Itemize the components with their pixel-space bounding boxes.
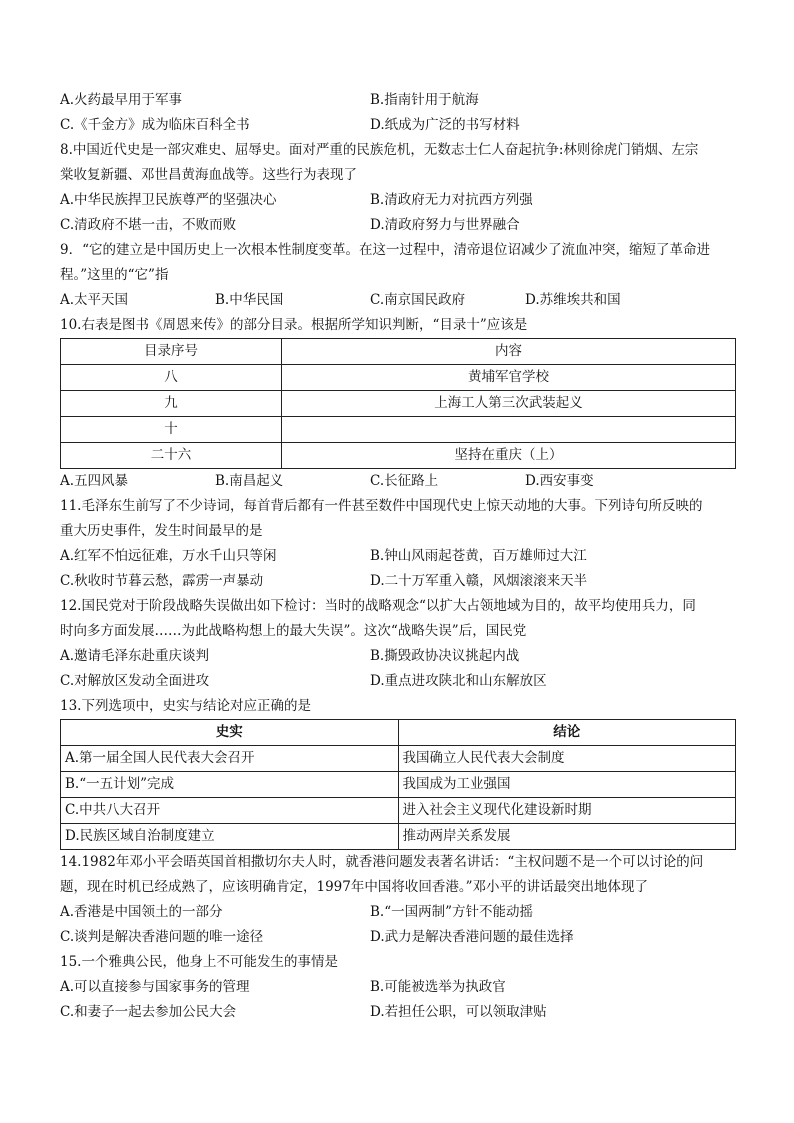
q13-cell-conclusion: 进入社会主义现代化建设新时期 — [398, 798, 736, 824]
q7-options-row-1 — [60, 88, 736, 113]
q8-option-a[interactable]: A.中华民族捍卫民族尊严的坚强决心 — [60, 192, 277, 208]
q9-stem-line-2: 程。”这里的“它”指 — [60, 267, 169, 283]
q13-table — [60, 719, 736, 850]
q13-cell-conclusion: 推动两岸关系发展 — [398, 824, 736, 850]
q10-table — [60, 338, 736, 469]
q7-option-b[interactable]: B.指南针用于航海 — [370, 92, 479, 108]
table-row — [61, 443, 736, 469]
table-row[interactable] — [61, 772, 736, 798]
q11-option-b[interactable]: B.钟山风雨起苍黄，百万雄师过大江 — [370, 548, 587, 564]
q10-header-content: 内容 — [282, 339, 736, 365]
q9-options-row — [60, 288, 736, 313]
q7-option-c[interactable]: C.《千金方》成为临床百科全书 — [60, 117, 250, 133]
q10-option-a[interactable]: A.五四风暴 — [60, 473, 129, 489]
q14-stem-line-2: 题，现在时机已经成熟了，应该明确肯定，1997年中国将收回香港。”邓小平的讲话最突出地体现了 — [60, 879, 649, 895]
q11-option-a[interactable]: A.红军不怕远征难，万水千山只等闲 — [60, 548, 277, 564]
q8-option-c[interactable]: C.清政府不堪一击，不败而败 — [60, 217, 237, 233]
q12-options-row-2 — [60, 669, 736, 694]
q15-stem: 15.一个雅典公民，他身上不可能发生的事情是 — [60, 954, 338, 970]
q13-cell-conclusion: 我国确立人民代表大会制度 — [398, 746, 736, 772]
q15-option-a[interactable]: A.可以直接参与国家事务的管理 — [60, 979, 250, 995]
q10-header-index: 目录序号 — [61, 339, 282, 365]
q10-option-d[interactable]: D.西安事变 — [525, 473, 594, 489]
q12-options-row-1 — [60, 644, 736, 669]
q10-options-row — [60, 469, 736, 494]
q11-option-d[interactable]: D.二十万军重入赣，风烟滚滚来天半 — [370, 573, 588, 589]
q7-option-d[interactable]: D.纸成为广泛的书写材料 — [370, 117, 520, 133]
q10-cell-index: 九 — [61, 391, 282, 417]
table-row — [61, 365, 736, 391]
q11-stem-line-2: 重大历史事件，发生时间最早的是 — [60, 523, 263, 539]
q9-option-a[interactable]: A.太平天国 — [60, 292, 129, 308]
q13-cell-fact: A.第一届全国人民代表大会召开 — [61, 746, 399, 772]
table-row — [61, 391, 736, 417]
q14-option-a[interactable]: A.香港是中国领土的一部分 — [60, 904, 223, 920]
q9-option-d[interactable]: D.苏维埃共和国 — [525, 292, 621, 308]
q10-cell-content: 上海工人第三次武装起义 — [282, 391, 736, 417]
q10-cell-content — [282, 417, 736, 443]
q15-option-d[interactable]: D.若担任公职，可以领取津贴 — [370, 1004, 547, 1020]
table-row[interactable] — [61, 798, 736, 824]
q9-option-c[interactable]: C.南京国民政府 — [370, 292, 466, 308]
q11-option-c[interactable]: C.秋收时节暮云愁，霹雳一声暴动 — [60, 573, 264, 589]
q10-cell-index: 八 — [61, 365, 282, 391]
q13-header-fact: 史实 — [61, 720, 399, 746]
q10-cell-index: 二十六 — [61, 443, 282, 469]
q14-option-b[interactable]: B.“一国两制”方针不能动摇 — [370, 904, 534, 920]
q10-stem: 10.右表是图书《周恩来传》的部分目录。根据所学知识判断，“目录十”应该是 — [60, 317, 528, 333]
q15-option-b[interactable]: B.可能被选举为执政官 — [370, 979, 506, 995]
q15-options-row-2 — [60, 1000, 736, 1025]
q11-options-row-2 — [60, 569, 736, 594]
q8-options-row-1 — [60, 188, 736, 213]
q13-cell-fact: B.“一五计划”完成 — [61, 772, 399, 798]
table-row — [61, 417, 736, 443]
exam-page — [60, 88, 736, 1025]
q8-options-row-2 — [60, 213, 736, 238]
q13-header-conclusion: 结论 — [398, 720, 736, 746]
q14-option-c[interactable]: C.谈判是解决香港问题的唯一途径 — [60, 929, 264, 945]
q10-cell-content: 坚持在重庆（上） — [282, 443, 736, 469]
q12-stem-line-2: 时向多方面发展……为此战略构想上的最大失误”。这次“战略失误”后，国民党 — [60, 623, 527, 639]
table-row[interactable] — [61, 746, 736, 772]
q10-option-b[interactable]: B.南昌起义 — [215, 473, 284, 489]
q10-cell-content: 黄埔军官学校 — [282, 365, 736, 391]
q12-option-d[interactable]: D.重点进攻陕北和山东解放区 — [370, 673, 547, 689]
q13-cell-fact: D.民族区域自治制度建立 — [61, 824, 399, 850]
q7-option-a[interactable]: A.火药最早用于军事 — [60, 92, 183, 108]
q10-cell-index: 十 — [61, 417, 282, 443]
q14-stem-line-1: 14.1982年邓小平会晤英国首相撒切尔夫人时，就香港问题发表著名讲话：“主权问题不是一个可以讨论的问 — [60, 854, 704, 870]
q14-option-d[interactable]: D.武力是解决香港问题的最佳选择 — [370, 929, 574, 945]
q12-stem-line-1: 12.国民党对于阶段战略失误做出如下检讨：当时的战略观念“以扩大占领地域为目的，故平均使用兵力，同 — [60, 598, 696, 614]
q8-option-d[interactable]: D.清政府努力与世界融合 — [370, 217, 520, 233]
q13-stem: 13.下列选项中，史实与结论对应正确的是 — [60, 698, 311, 714]
q8-option-b[interactable]: B.清政府无力对抗西方列强 — [370, 192, 533, 208]
q12-option-b[interactable]: B.撕毁政协决议挑起内战 — [370, 648, 520, 664]
q8-stem-line-1: 8.中国近代史是一部灾难史、屈辱史。面对严重的民族危机，无数志士仁人奋起抗争:林则徐虎门销烟、左宗 — [60, 142, 699, 158]
q12-option-c[interactable]: C.对解放区发动全面进攻 — [60, 673, 210, 689]
q9-stem-line-1: 9．“它的建立是中国历史上一次根本性制度变革。在这一过程中，清帝退位诏减少了流血冲突，缩短了革命进 — [60, 242, 710, 258]
q8-stem-line-2: 棠收复新疆、邓世昌黄海血战等。这些行为表现了 — [60, 167, 357, 183]
q13-cell-conclusion: 我国成为工业强国 — [398, 772, 736, 798]
q14-options-row-1 — [60, 900, 736, 925]
q13-table-header-row — [61, 720, 736, 746]
table-row[interactable] — [61, 824, 736, 850]
q11-stem-line-1: 11.毛泽东生前写了不少诗词，每首背后都有一件甚至数件中国现代史上惊天动地的大事。下列诗句所反映的 — [60, 498, 703, 514]
q9-option-b[interactable]: B.中华民国 — [215, 292, 284, 308]
q15-options-row-1 — [60, 975, 736, 1000]
q14-options-row-2 — [60, 925, 736, 950]
q10-table-header-row — [61, 339, 736, 365]
q13-cell-fact: C.中共八大召开 — [61, 798, 399, 824]
q12-option-a[interactable]: A.邀请毛泽东赴重庆谈判 — [60, 648, 210, 664]
q15-option-c[interactable]: C.和妻子一起去参加公民大会 — [60, 1004, 237, 1020]
q11-options-row-1 — [60, 544, 736, 569]
q7-options-row-2 — [60, 113, 736, 138]
q10-option-c[interactable]: C.长征路上 — [370, 473, 439, 489]
